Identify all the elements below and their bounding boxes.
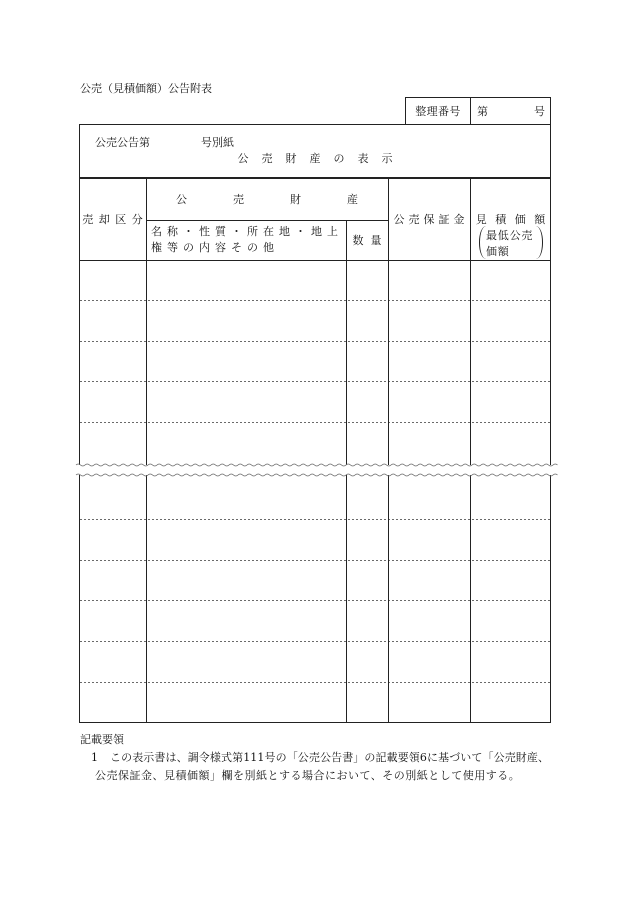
column-header-sale-division — [79, 178, 149, 260]
row-divider — [80, 300, 550, 301]
table-break-wave — [76, 459, 554, 481]
wave-line-bottom — [76, 474, 558, 476]
serial-number-field — [471, 98, 550, 124]
wave-line-top — [76, 464, 558, 466]
column-divider — [146, 475, 147, 722]
note-item-text-line1: この表示書は、調令様式第111号の「公売公告書」の記載要領6に基づいて「公売財産、 — [110, 751, 550, 764]
deposit-label: 公売保証金 — [393, 212, 469, 226]
property-label: 公売財産 — [176, 192, 404, 206]
minimum-price-label-line1: 最低公売 — [486, 229, 534, 242]
minimum-price-label-line2: 価額 — [486, 245, 510, 258]
row-divider — [80, 682, 550, 683]
note-item-text-line2: 公売保証金、見積価額」欄を別紙とする場合において、その別紙として使用する。 — [95, 769, 521, 782]
header-bottom-border — [79, 260, 551, 261]
column-header-description — [146, 220, 346, 260]
row-divider — [80, 600, 550, 601]
serial-number-suffix: 号 — [534, 104, 545, 118]
serial-number-box — [405, 97, 551, 124]
serial-number-label: 整理番号 — [406, 98, 471, 124]
quantity-label: 数量 — [352, 233, 389, 247]
table-top-border — [79, 124, 551, 125]
description-label-line1: 名称・性質・所在地・地上 — [151, 225, 343, 238]
minimum-price-bracket — [479, 226, 543, 259]
row-divider — [80, 560, 550, 561]
table-right-border — [550, 475, 551, 723]
column-header-deposit — [388, 178, 470, 260]
serial-number-prefix: 第 — [477, 104, 488, 118]
row-divider — [80, 341, 550, 342]
column-divider — [346, 475, 347, 722]
row-divider — [80, 422, 550, 423]
table-left-border — [79, 124, 80, 465]
column-divider — [388, 475, 389, 722]
sale-division-label: 売却区分 — [82, 212, 149, 226]
notice-number-suffix: 号別紙 — [201, 136, 234, 149]
table-left-border — [79, 475, 80, 723]
notice-number-prefix: 公売公告第 — [95, 136, 150, 149]
notes-heading: 記載要領 — [80, 733, 124, 746]
note-item-number: 1 — [91, 751, 98, 764]
row-divider — [80, 519, 550, 520]
description-label-line2: 権等の内容その他 — [151, 241, 279, 254]
column-divider — [470, 475, 471, 722]
column-header-property — [146, 178, 404, 220]
property-heading — [79, 152, 551, 165]
row-divider — [80, 641, 550, 642]
column-header-quantity — [346, 220, 388, 260]
table-right-border — [550, 124, 551, 465]
estimated-price-label: 見積価額 — [475, 212, 554, 226]
property-heading-text: 公売財産の表示 — [237, 152, 406, 165]
table-bottom-border — [79, 722, 551, 723]
row-divider — [80, 381, 550, 382]
document-title: 公売（見積価額）公告附表 — [80, 82, 212, 95]
